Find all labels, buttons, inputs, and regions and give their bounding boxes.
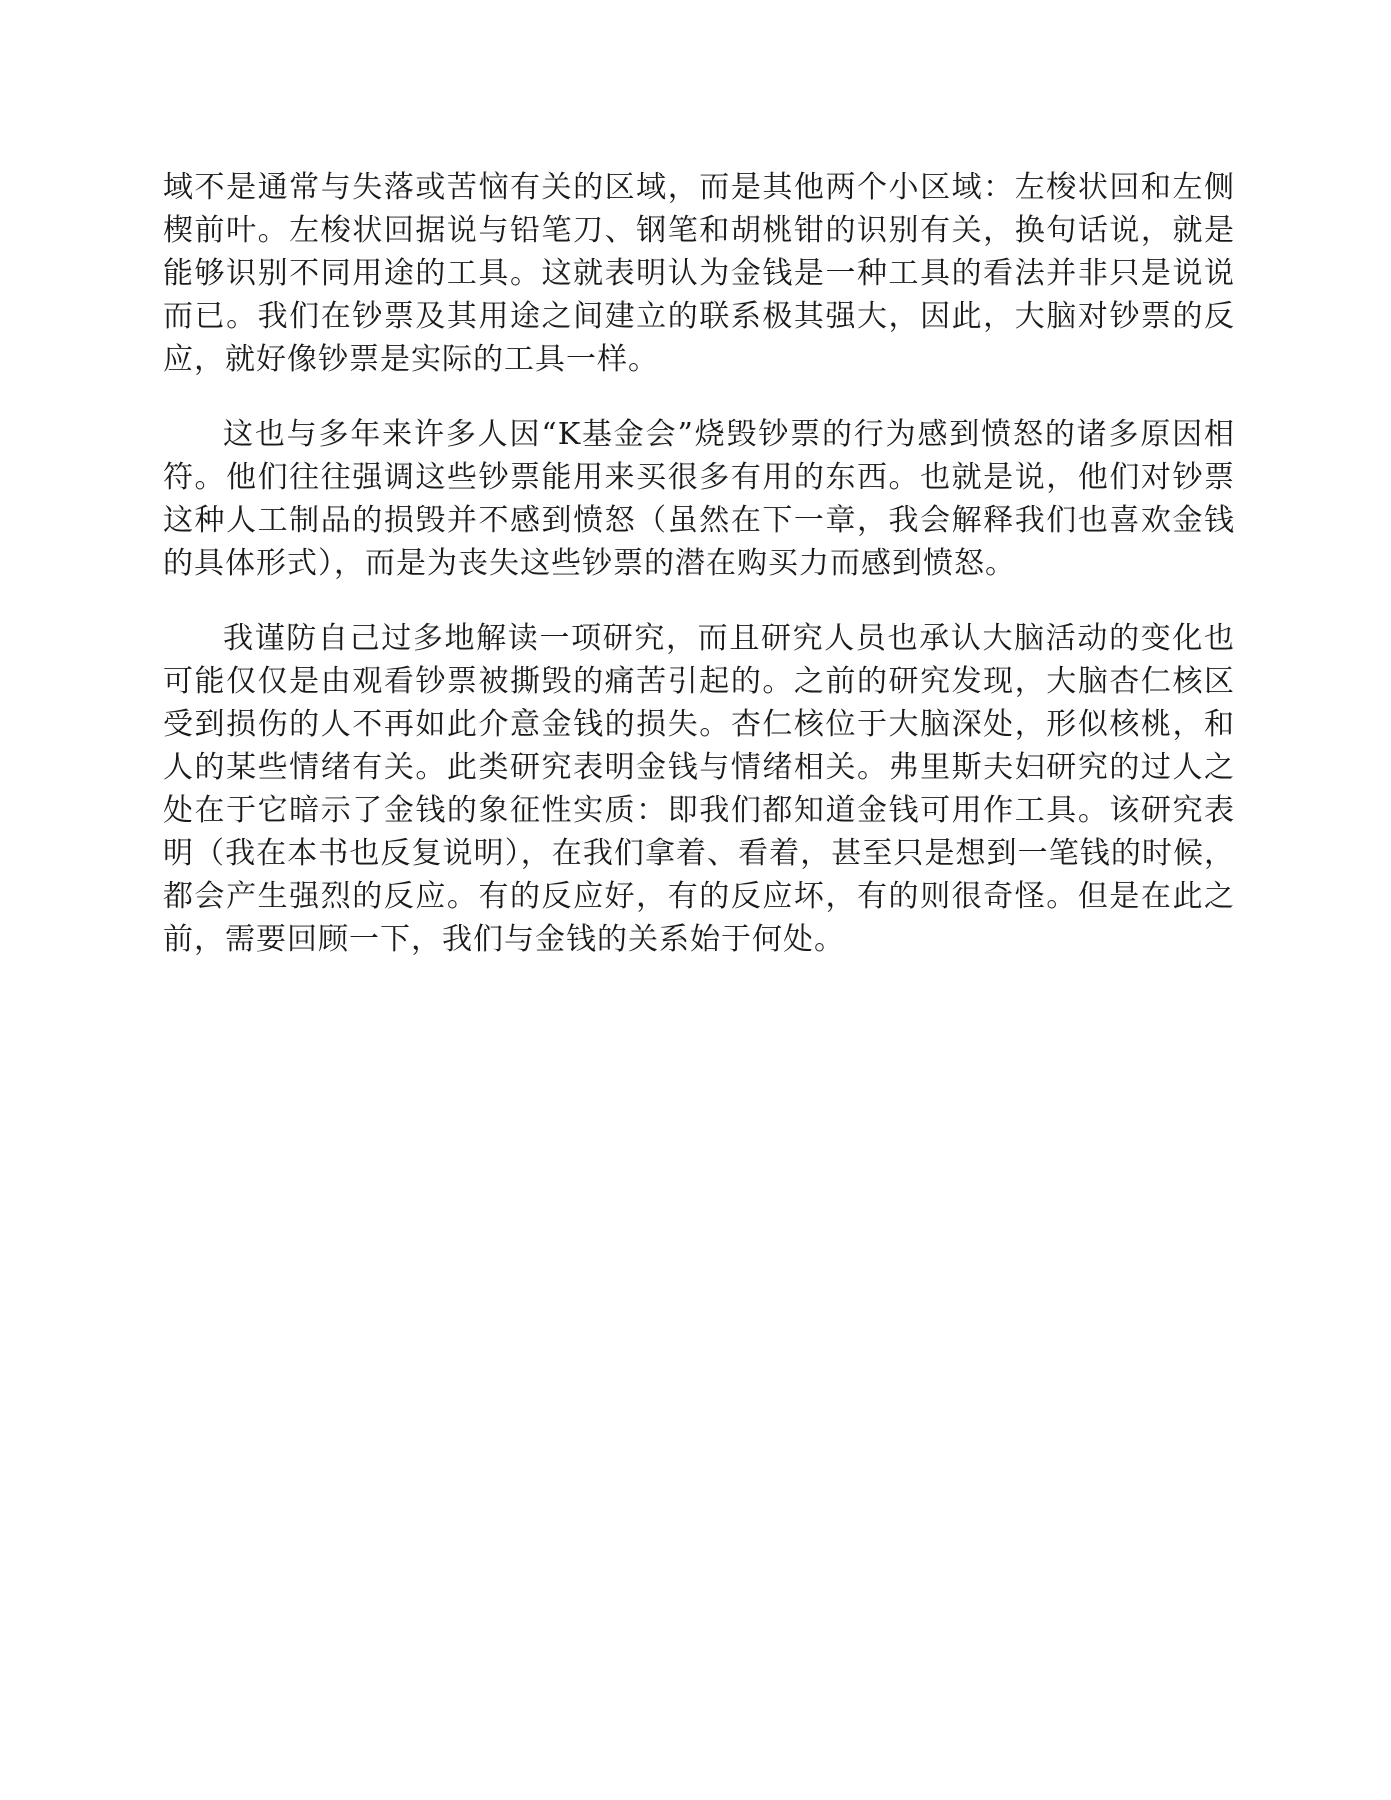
paragraph-1: 域不是通常与失落或苦恼有关的区域，而是其他两个小区域：左梭状回和左侧楔前叶。左梭状回据说与铅笔刀、钢笔和胡桃钳的识别有关，换句话说，就是能够识别不同用途的工具。这就表明认为金钱是一种工具的看法并非只是说说而已。我们在钞票及其用途之间建立的联系极其强大，因此，大脑对钞票的反应，就好像钞票是实际的工具一样。: [163, 170, 1235, 377]
paragraph-2: 这也与多年来许多人因“K基金会”烧毁钞票的行为感到愤怒的诸多原因相符。他们往往强调这些钞票能用来买很多有用的东西。也就是说，他们对钞票这种人工制品的损毁并不感到愤怒（虽然在下一章，我会解释我们也喜欢金钱的具体形式），而是为丧失这些钞票的潜在购买力而感到愤怒。: [163, 417, 1235, 581]
body-text: [163, 166, 1235, 993]
paragraph-3: 我谨防自己过多地解读一项研究，而且研究人员也承认大脑活动的变化也可能仅仅是由观看钞票被撕毁的痛苦引起的。之前的研究发现，大脑杏仁核区受到损伤的人不再如此介意金钱的损失。杏仁核位于大脑深处，形似核桃，和人的某些情绪有关。此类研究表明金钱与情绪相关。弗里斯夫妇研究的过人之处在于它暗示了金钱的象征性实质：即我们都知道金钱可用作工具。该研究表明（我在本书也反复说明），在我们拿着、看着，甚至只是想到一笔钱的时候，都会产生强烈的反应。有的反应好，有的反应坏，有的则很奇怪。但是在此之前，需要回顾一下，我们与金钱的关系始于何处。: [163, 621, 1235, 957]
